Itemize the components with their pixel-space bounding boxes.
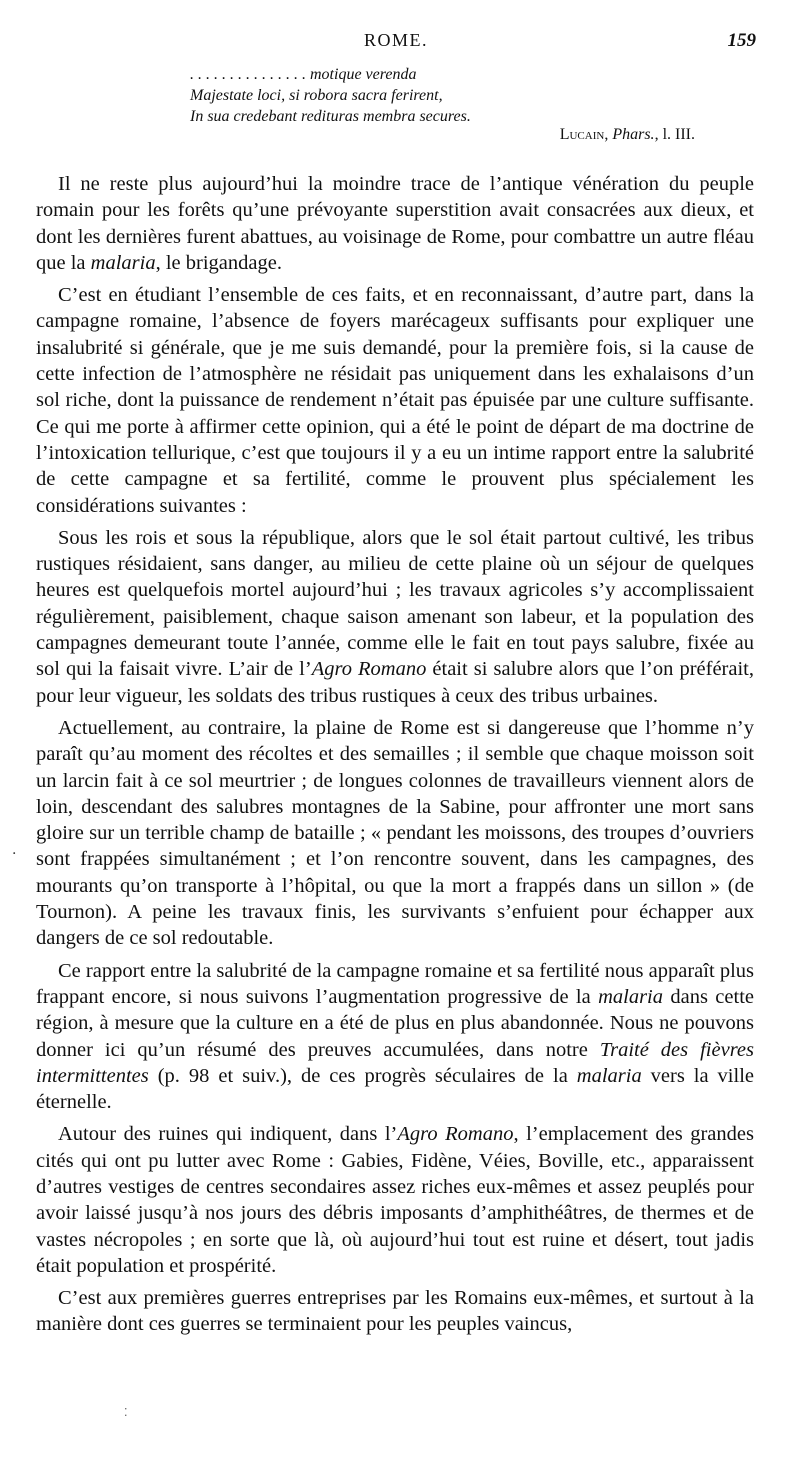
paragraph-text: , le brigandage. [155,251,282,274]
italic-text: malaria [598,985,664,1008]
paragraph-text: Sous les rois et sous la république, alors que le sol était partout cultivé, les tribus rustiques résidaient, sans danger, au milieu de cette plaine où un séjour de quelques heures est quelquefois mortel aujourd’hui ; les travaux agricoles s’y accomplissaient régulièrement, paisiblement, chaque saison amenant son labeur, et la population des campagnes demeurant toute l’année, comme elle le fait en tout pays salubre, fixée au sol qui la faisait vivre. L’air de l’ [36,526,754,681]
attribution-work: Phars. [612,126,655,143]
paragraph [36,715,754,952]
italic-text: Agro Romano [311,658,427,681]
paragraph [36,1121,754,1279]
footer-mark: ⁚ [124,1406,128,1419]
epigraph-line: . . . . . . . . . . . . . . . motique verenda [190,66,417,83]
attribution-reference: l. III. [662,126,695,143]
epigraph-attribution: Lucain, Phars., l. III. [559,126,695,143]
paragraph [36,171,754,276]
italic-text: malaria [90,251,156,274]
paragraph-text: Il ne reste plus aujourd’hui la moindre trace de l’antique vénération du peuple romain pour les forêts qu’une prévoyante superstition avait consacrées aux dieux, et dont les dernières furent abattues, au voisinage de Rome, pour combattre un autre fléau que la [36,173,754,274]
paragraph-text: C’est en étudiant l’ensemble de ces faits, et en reconnaissant, d’autre part, dans la campagne romaine, l’absence de foyers marécageux suffisants pour expliquer une insalubrité si générale, que je me suis demandé, pour la première fois, si la cause de cette infection de l’atmosphère ne résidait pas uniquement dans les exhalaisons d’un sol riche, dont la puissance de rendement n’était pas épuisée par une culture suffisante. Ce qui me porte à affirmer cette opinion, qui a été le point de départ de ma doctrine de l’intoxication tellurique, c’est que toujours il y a eu un intime rapport entre la salubrité de cette campagne et sa fertilité, comme le prouvent plus spécialement les considérations suivantes : [36,284,754,517]
paragraph-text: (p. 98 et suiv.), de ces progrès séculaires de la [148,1064,577,1087]
paragraph-text: Actuellement, au contraire, la plaine de Rome est si dangereuse que l’homme n’y paraît qu’au moment des récoltes et des semailles ; il semble que chaque moisson soit un larcin fait à ce sol meurtrier ; de longues colonnes de travailleurs viennent alors de loin, descendant des salubres montagnes de la Sabine, pour affronter une mort sans gloire sur un terrible champ de bataille ; « pendant les moissons, des troupes d’ouvriers sont frappées simultanément ; et l’on rencontre souvent, dans les campagnes, des mourants qu’on transporte à l’hôpital, ou que la mort a frappés dans un sillon » (de Tournon). A peine les travaux finis, les survivants s’enfuient pour échapper aux dangers de ce sol redoutable. [36,716,754,950]
paragraph [36,1285,754,1338]
body-text [36,171,754,1338]
attribution-author: Lucain [559,126,605,143]
paragraph-text: était si salubre alors que l’on préférait, pour leur vigueur, les soldats des tribus rustiques à ceux des tribus urbaines. [36,658,754,707]
italic-text: malaria [576,1064,642,1087]
running-head [36,30,756,54]
epigraph-line: In sua credebant redituras membra secures. [190,108,471,125]
epigraph-line: Majestate loci, si robora sacra ferirent, [190,87,443,104]
paragraph [36,958,754,1116]
paragraph [36,282,754,519]
paragraph-text: Ce rapport entre la salubrité de la campagne romaine et sa fertilité nous apparaît plus frappant encore, si nous suivons l’augmentation progressive de la [36,959,754,1008]
running-title: ROME. [363,30,428,50]
paragraph-text: , l’emplacement des grandes cités qui ont pu lutter avec Rome : Gabies, Fidène, Véies, Boville, etc., apparaissent d’autres vestiges de centres secondaires assez riches eux-mêmes et assez peuplés pour avoir laissé jusqu’à nos jours des débris imposants d’amphithéâtres, de thermes et de vastes nécropoles ; en sorte que là, où aujourd’hui tout est ruine et désert, tout jadis était population et prospérité. [36,1123,754,1277]
paragraph-text: vers la ville éternelle. [36,1064,754,1114]
paragraph [36,525,754,709]
margin-dot: · [12,846,17,862]
paragraph-text: Autour des ruines qui indiquent, dans l’ [58,1123,398,1146]
paragraph-text: C’est aux premières guerres entreprises par les Romains eux-mêmes, et surtout à la manière dont ces guerres se terminaient pour les peuples vaincus, [36,1287,754,1336]
paragraph-text: dans cette région, à mesure que la culture en a été de plus en plus abandonnée. Nous ne pouvons donner ici qu’un résumé des preuves accumulées, dans notre [36,985,754,1061]
italic-text: Agro Romano [397,1123,514,1146]
page-number: 159 [727,30,756,51]
epigraph [190,64,710,127]
italic-text: Traité des fièvres intermittentes [36,1038,754,1087]
